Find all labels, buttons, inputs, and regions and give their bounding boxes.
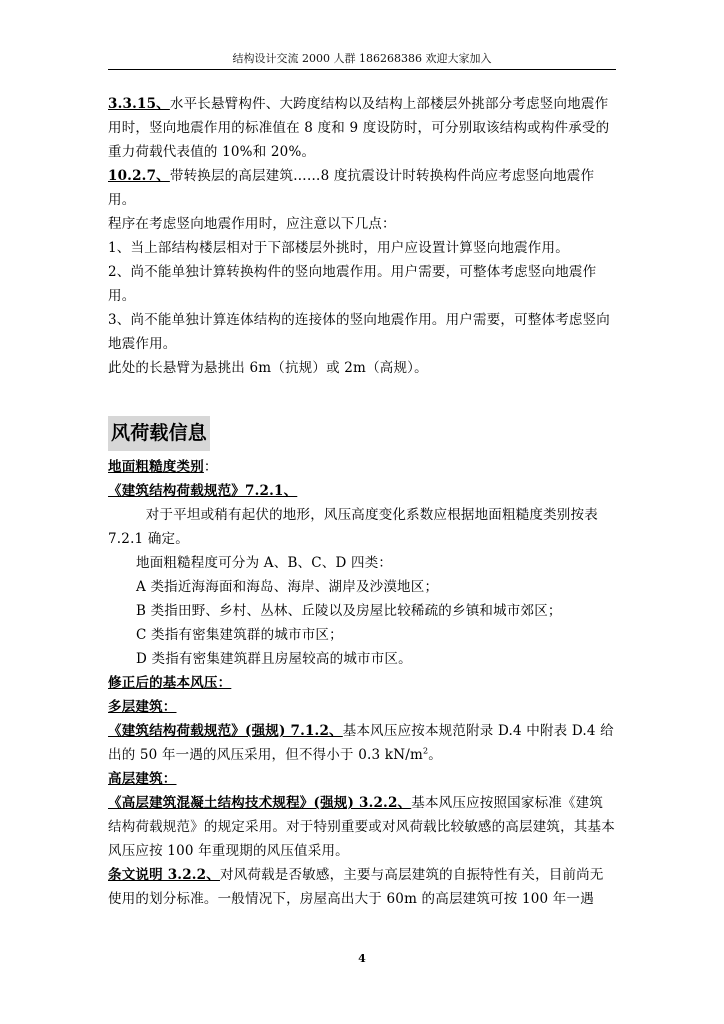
unit-superscript: 2: [422, 746, 429, 756]
roughness-classes-intro: 地面粗糙程度可分为 A、B、C、D 四类：: [136, 555, 393, 571]
program-note-item: 1、当上部结构楼层相对于下部楼层外挑时，用户应设置计算竖向地震作用。: [108, 240, 569, 256]
roughness-text: 对于平坦或稍有起伏的地形，风压高度变化系数应根据地面粗糙度类别按表 7.2.1 确定。: [108, 507, 598, 547]
commentary-clause: [108, 863, 616, 911]
header-divider: [108, 69, 616, 70]
high-rise-clause: [108, 791, 616, 863]
clause-ref: 3.3.15、: [108, 96, 170, 112]
program-note-item: 2、尚不能单独计算转换构件的竖向地震作用。用户需要，可整体考虑竖向地震作用。: [108, 264, 597, 304]
high-rise-heading-text: 高层建筑：: [108, 771, 177, 787]
roughness-heading-colon: ：: [203, 459, 218, 475]
page-header: 结构设计交流 2000 人群 186268386 欢迎大家加入: [232, 52, 492, 65]
roughness-class-item: C 类指有密集建筑群的城市市区；: [136, 627, 343, 643]
page-number: 4: [358, 952, 366, 965]
clause-10-2-7: [108, 164, 616, 212]
clause-text: 基本风压应按本规范附录 D.4 中附表 D.4 给出的 50 年一遇的风压采用，但不得小于 0.3 kN/m: [108, 723, 614, 763]
clause-3-3-15: [108, 92, 616, 164]
clause-ref: 10.2.7、: [108, 168, 170, 184]
roughness-class-item: B 类指田野、乡村、丛林、丘陵以及房屋比较稀疏的乡镇和城市郊区；: [136, 603, 562, 619]
code-ref: 《高层建筑混凝土结构技术规程》(强规) 3.2.2、: [108, 795, 412, 811]
code-ref: 《建筑结构荷载规范》(强规) 7.1.2、: [108, 723, 343, 739]
roughness-heading: [108, 455, 616, 479]
clause-text: 对风荷载是否敏感，主要与高层建筑的自振特性有关，目前尚无使用的划分标准。一般情况下，房屋高出大于 60m 的高层建筑可按 100 年一遇: [108, 867, 604, 907]
clause-text: 水平长悬臂构件、大跨度结构以及结构上部楼层外挑部分考虑竖向地震作用时，竖向地震作用的标准值在 8 度和 9 度设防时，可分别取该结构或构件承受的重力荷载代表值的 10%和 20%。: [108, 96, 610, 160]
roughness-class-item: D 类指有密集建筑群且房屋较高的城市市区。: [136, 651, 412, 667]
commentary-ref: 条文说明 3.2.2、: [108, 867, 220, 883]
section-title-wind-load: 风荷载信息: [108, 416, 210, 451]
clause-text: 基本风压应按照国家标准《建筑结构荷载规范》的规定采用。对于特别重要或对风荷载比较敏感的高层建筑，其基本风压应按 100 年重现期的风压值采用。: [108, 795, 615, 859]
code-ref: 《建筑结构荷载规范》7.2.1、: [108, 483, 298, 499]
roughness-ref: [108, 479, 616, 503]
program-note-item: 3、尚不能单独计算连体结构的连接体的竖向地震作用。用户需要，可整体考虑竖向地震作用。: [108, 312, 610, 352]
program-notes-intro: 程序在考虑竖向地震作用时，应注意以下几点：: [108, 216, 396, 232]
page-body: [108, 92, 616, 911]
multi-story-heading-text: 多层建筑：: [108, 699, 177, 715]
roughness-class-item: A 类指近海海面和海岛、海岸、湖岸及沙漠地区；: [136, 579, 439, 595]
cantilever-note: 此处的长悬臂为悬挑出 6m（抗规）或 2m（高规）。: [108, 360, 428, 376]
multi-story-heading: [108, 695, 616, 719]
clause-end: 。: [428, 747, 442, 763]
multi-story-clause: [108, 719, 616, 767]
roughness-heading-text: 地面粗糙度类别: [108, 459, 204, 475]
basic-pressure-heading: [108, 671, 616, 695]
basic-pressure-heading-text: 修正后的基本风压：: [108, 675, 232, 691]
clause-text: 带转换层的高层建筑……8 度抗震设计时转换构件尚应考虑竖向地震作用。: [108, 168, 595, 208]
high-rise-heading: [108, 767, 616, 791]
